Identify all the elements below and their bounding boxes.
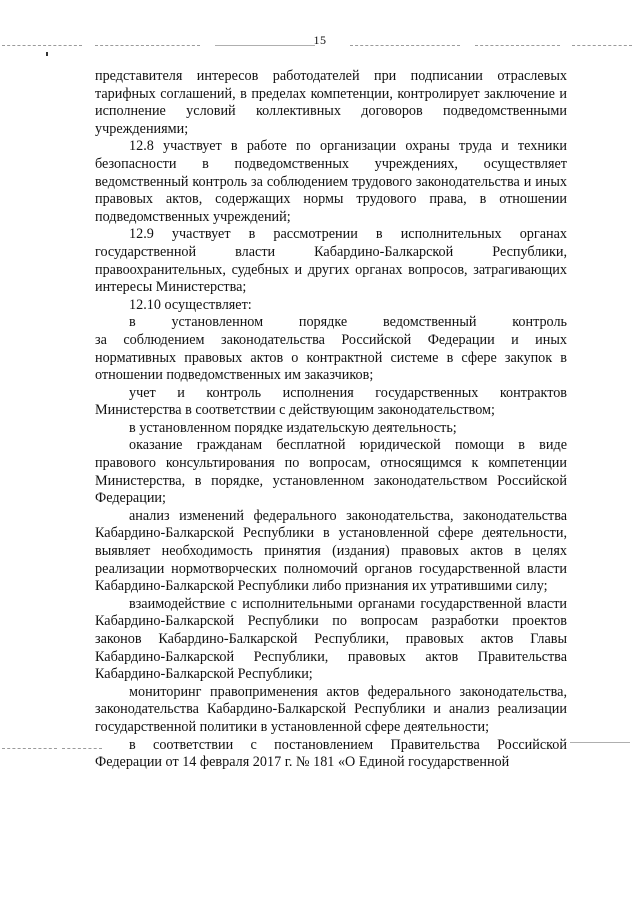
paragraph: мониторинг правоприменения актов федерального законодательства, законодательства Кабардино-Балкарской Республики и анализ реализации государственной политики в установленной сфере деятельности; <box>95 683 567 735</box>
paragraph: 12.10 осуществляет: <box>129 296 252 313</box>
paragraph: 12.9 участвует в рассмотрении в исполнительных органах государственной власти Кабардино-Балкарской Республики, правоохранительных, судебных и других органах вопросов, затрагивающих интересы Министерства; <box>95 226 567 296</box>
paragraph: в соответствии с постановлением Правительства Российской Федерации от 14 февраля 2017 г. № 181 «О Единой государственной <box>95 736 567 771</box>
paragraph: 12.8 участвует в работе по организации охраны труда и техники безопасности в подведомственных учреждениях, осуществляет ведомственный контроль за соблюдением трудового законодательства и иных правовых актов, содержащих нормы трудового права, в отношении подведомственных учреждений; <box>95 138 567 225</box>
paragraph: учет и контроль исполнения государственных контрактов Министерства в соответствии с действующим законодательством; <box>95 384 567 419</box>
paragraph: в установленном порядке издательскую деятельность; <box>129 419 457 436</box>
paragraph: анализ изменений федерального законодательства, законодательства Кабардино-Балкарской Республики в установленной сфере деятельности, выявляет необходимость принятия (издания) правовых актов в целях реализации нормотворческих полномочий органов государственной власти Кабардино-Балкарской Республики либо признания их утратившими силу; <box>95 507 567 595</box>
scan-artifact-line <box>2 748 57 749</box>
page-number: 15 <box>313 33 327 47</box>
paragraph: за соблюдением законодательства Российской Федерации и иных нормативных правовых актов о контрактной системе в сфере закупок в отношении подведомственных им заказчиков; <box>95 331 567 384</box>
paragraph: в установленном порядке ведомственный контроль <box>129 314 567 331</box>
paragraph: представителя интересов работодателей при подписании отраслевых тарифных соглашений, в пределах компетенции, контролирует заключение и исполнение условий коллективных договоров подведомственными учреждениями; <box>95 68 567 137</box>
scan-artifact-line <box>62 748 102 749</box>
scan-artifact-line <box>570 742 630 743</box>
paragraph: оказание гражданам бесплатной юридической помощи в виде правового консультирования по вопросам, относящимся к компетенции Министерства, в порядке, установленном законодательством Российской Федерации; <box>95 437 567 507</box>
document-body <box>95 68 567 772</box>
scan-artifact-mark <box>46 52 48 56</box>
paragraph: взаимодействие с исполнительными органами государственной власти Кабардино-Балкарской Республики по вопросам разработки проектов законов Кабардино-Балкарской Республики, правовых актов Главы Кабардино-Балкарской Республики, правовых актов Правительства Кабардино-Балкарской Республики; <box>95 595 567 683</box>
